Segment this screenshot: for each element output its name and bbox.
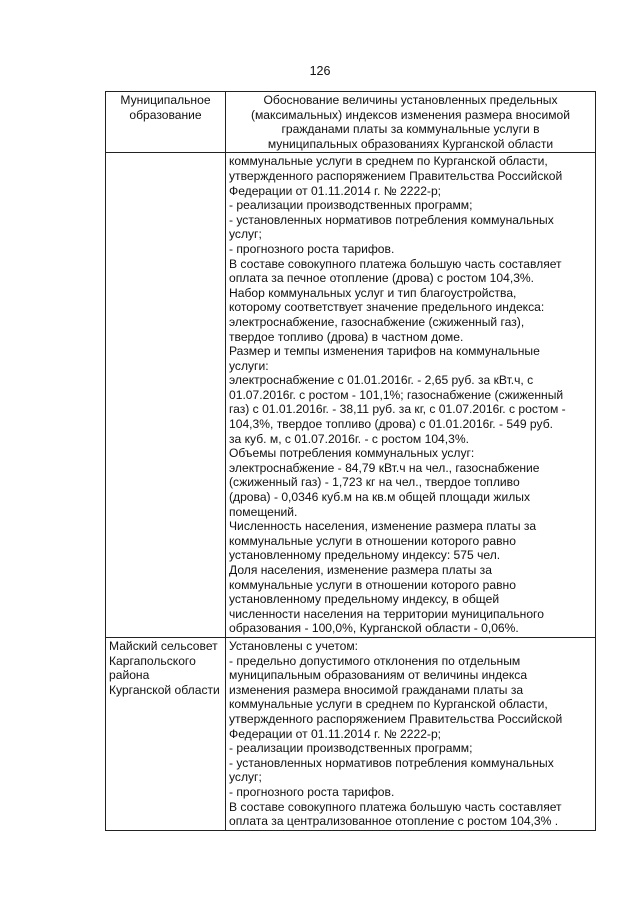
municipality-cell [106, 637, 226, 830]
justification-line: услуги: [229, 358, 269, 373]
justification-line: утвержденного распоряжением Правительства Российской [229, 711, 563, 726]
justification-line: (сжиженный газ) - 1,723 кг на чел., твердое топливо [229, 475, 520, 490]
municipality-line: Майский сельсовет [109, 638, 218, 653]
justification-line: - прогнозного роста тарифов. [229, 241, 395, 256]
justification-line: численности населения на территории муниципального [229, 606, 544, 621]
justification-line: Численность населения, изменение размера платы за [229, 519, 537, 534]
table-row [106, 153, 596, 638]
justification-line: утвержденного распоряжением Правительства Российской [229, 168, 563, 183]
justification-line: - установленных нормативов потребления коммунальных [229, 212, 554, 227]
justification-line: 01.07.2016г. с ростом - 101,1%; газоснабжение (сжиженный [229, 387, 564, 402]
justification-line: коммунальные услуги в отношении которого равно [229, 533, 516, 548]
justification-line: В составе совокупного платежа большую часть составляет [229, 799, 562, 814]
justification-line: за куб. м, с 01.07.2016г. - с ростом 104,3%. [229, 431, 469, 446]
page-number: 126 [309, 64, 331, 78]
justification-line: услуг; [229, 770, 262, 785]
municipality-cell [106, 153, 226, 638]
header-justification-line: (максимальных) индексов изменения размера вносимой [250, 107, 571, 122]
justification-line: В составе совокупного платежа большую часть составляет [229, 256, 562, 271]
justification-line: Размер и темпы изменения тарифов на коммунальные [229, 344, 540, 359]
justification-line: - прогнозного роста тарифов. [229, 784, 395, 799]
justification-line: Доля населения, изменение размера платы за [229, 563, 492, 577]
header-municipality-line: Муниципальное [120, 93, 211, 107]
justification-line: - установленных нормативов потребления коммунальных [229, 755, 554, 770]
justification-line: Федерации от 01.11.2014 г. № 2222-р; [229, 183, 442, 198]
justification-line: - реализации производственных программ; [229, 198, 473, 213]
header-justification-line: муниципальных образованиях Курганской области [267, 136, 554, 151]
table-row [106, 637, 596, 830]
tariff-justification-table [105, 91, 596, 831]
justification-line: - предельно допустимого отклонения по отдельным [229, 653, 521, 668]
justification-line: услуг; [229, 227, 262, 242]
header-municipality-line: образование [129, 107, 202, 122]
justification-line: муниципальным образованиям от величины индекса [229, 668, 528, 683]
table-header-row [106, 92, 596, 153]
justification-line: изменения размера вносимой гражданами платы за [229, 682, 524, 697]
justification-line: оплата за централизованное отопление с ростом 104,3% . [229, 814, 559, 829]
justification-line: электроснабжение - 84,79 кВт.ч на чел., газоснабжение [229, 460, 540, 475]
justification-line: помещений. [229, 504, 298, 519]
municipality-line: Каргапольского района [109, 653, 196, 683]
justification-line: Набор коммунальных услуг и тип благоустройства, [229, 285, 517, 300]
justification-line: 104,3%, твердое топливо (дрова) с 01.01.2016г. - 549 руб. [229, 417, 553, 432]
header-justification [226, 92, 596, 153]
justification-line: оплата за печное отопление (дрова) с ростом 104,3%. [229, 271, 535, 286]
justification-line: которому соответствует значение предельного индекса: [229, 300, 545, 315]
justification-line: установленному предельному индексу: 575 чел. [229, 548, 501, 563]
justification-line: (дрова) - 0,0346 куб.м на кв.м общей площади жилых [229, 490, 531, 505]
justification-line: коммунальные услуги в отношении которого равно [229, 577, 516, 592]
justification-line: Объемы потребления коммунальных услуг: [229, 446, 475, 461]
municipality-line: Курганской области [109, 682, 220, 697]
justification-line: образования - 100,0%, Курганской области - 0,06%. [229, 621, 519, 636]
justification-line: коммунальные услуги в среднем по Курганской области, [229, 154, 548, 169]
justification-line: Федерации от 01.11.2014 г. № 2222-р; [229, 726, 442, 741]
justification-line: - реализации производственных программ; [229, 741, 473, 756]
justification-cell [226, 637, 596, 830]
justification-line: электроснабжение, газоснабжение (сжиженный газ), [229, 314, 525, 329]
justification-line: коммунальные услуги в среднем по Курганской области, [229, 697, 548, 712]
header-municipality [106, 92, 226, 153]
header-justification-line: Обоснование величины установленных предельных [263, 93, 558, 107]
justification-cell [226, 153, 596, 638]
justification-line: установленному предельному индексу, в общей [229, 592, 500, 607]
header-justification-line: гражданами платы за коммунальные услуги в [281, 122, 540, 137]
justification-line: газ) с 01.01.2016г. - 38,11 руб. за кг, с 01.07.2016г. с ростом - [229, 402, 566, 417]
justification-line: Установлены с учетом: [229, 638, 358, 653]
justification-line: твердое топливо (дрова) в частном доме. [229, 329, 464, 344]
justification-line: электроснабжение с 01.01.2016г. - 2,65 руб. за кВт.ч, с [229, 373, 534, 388]
